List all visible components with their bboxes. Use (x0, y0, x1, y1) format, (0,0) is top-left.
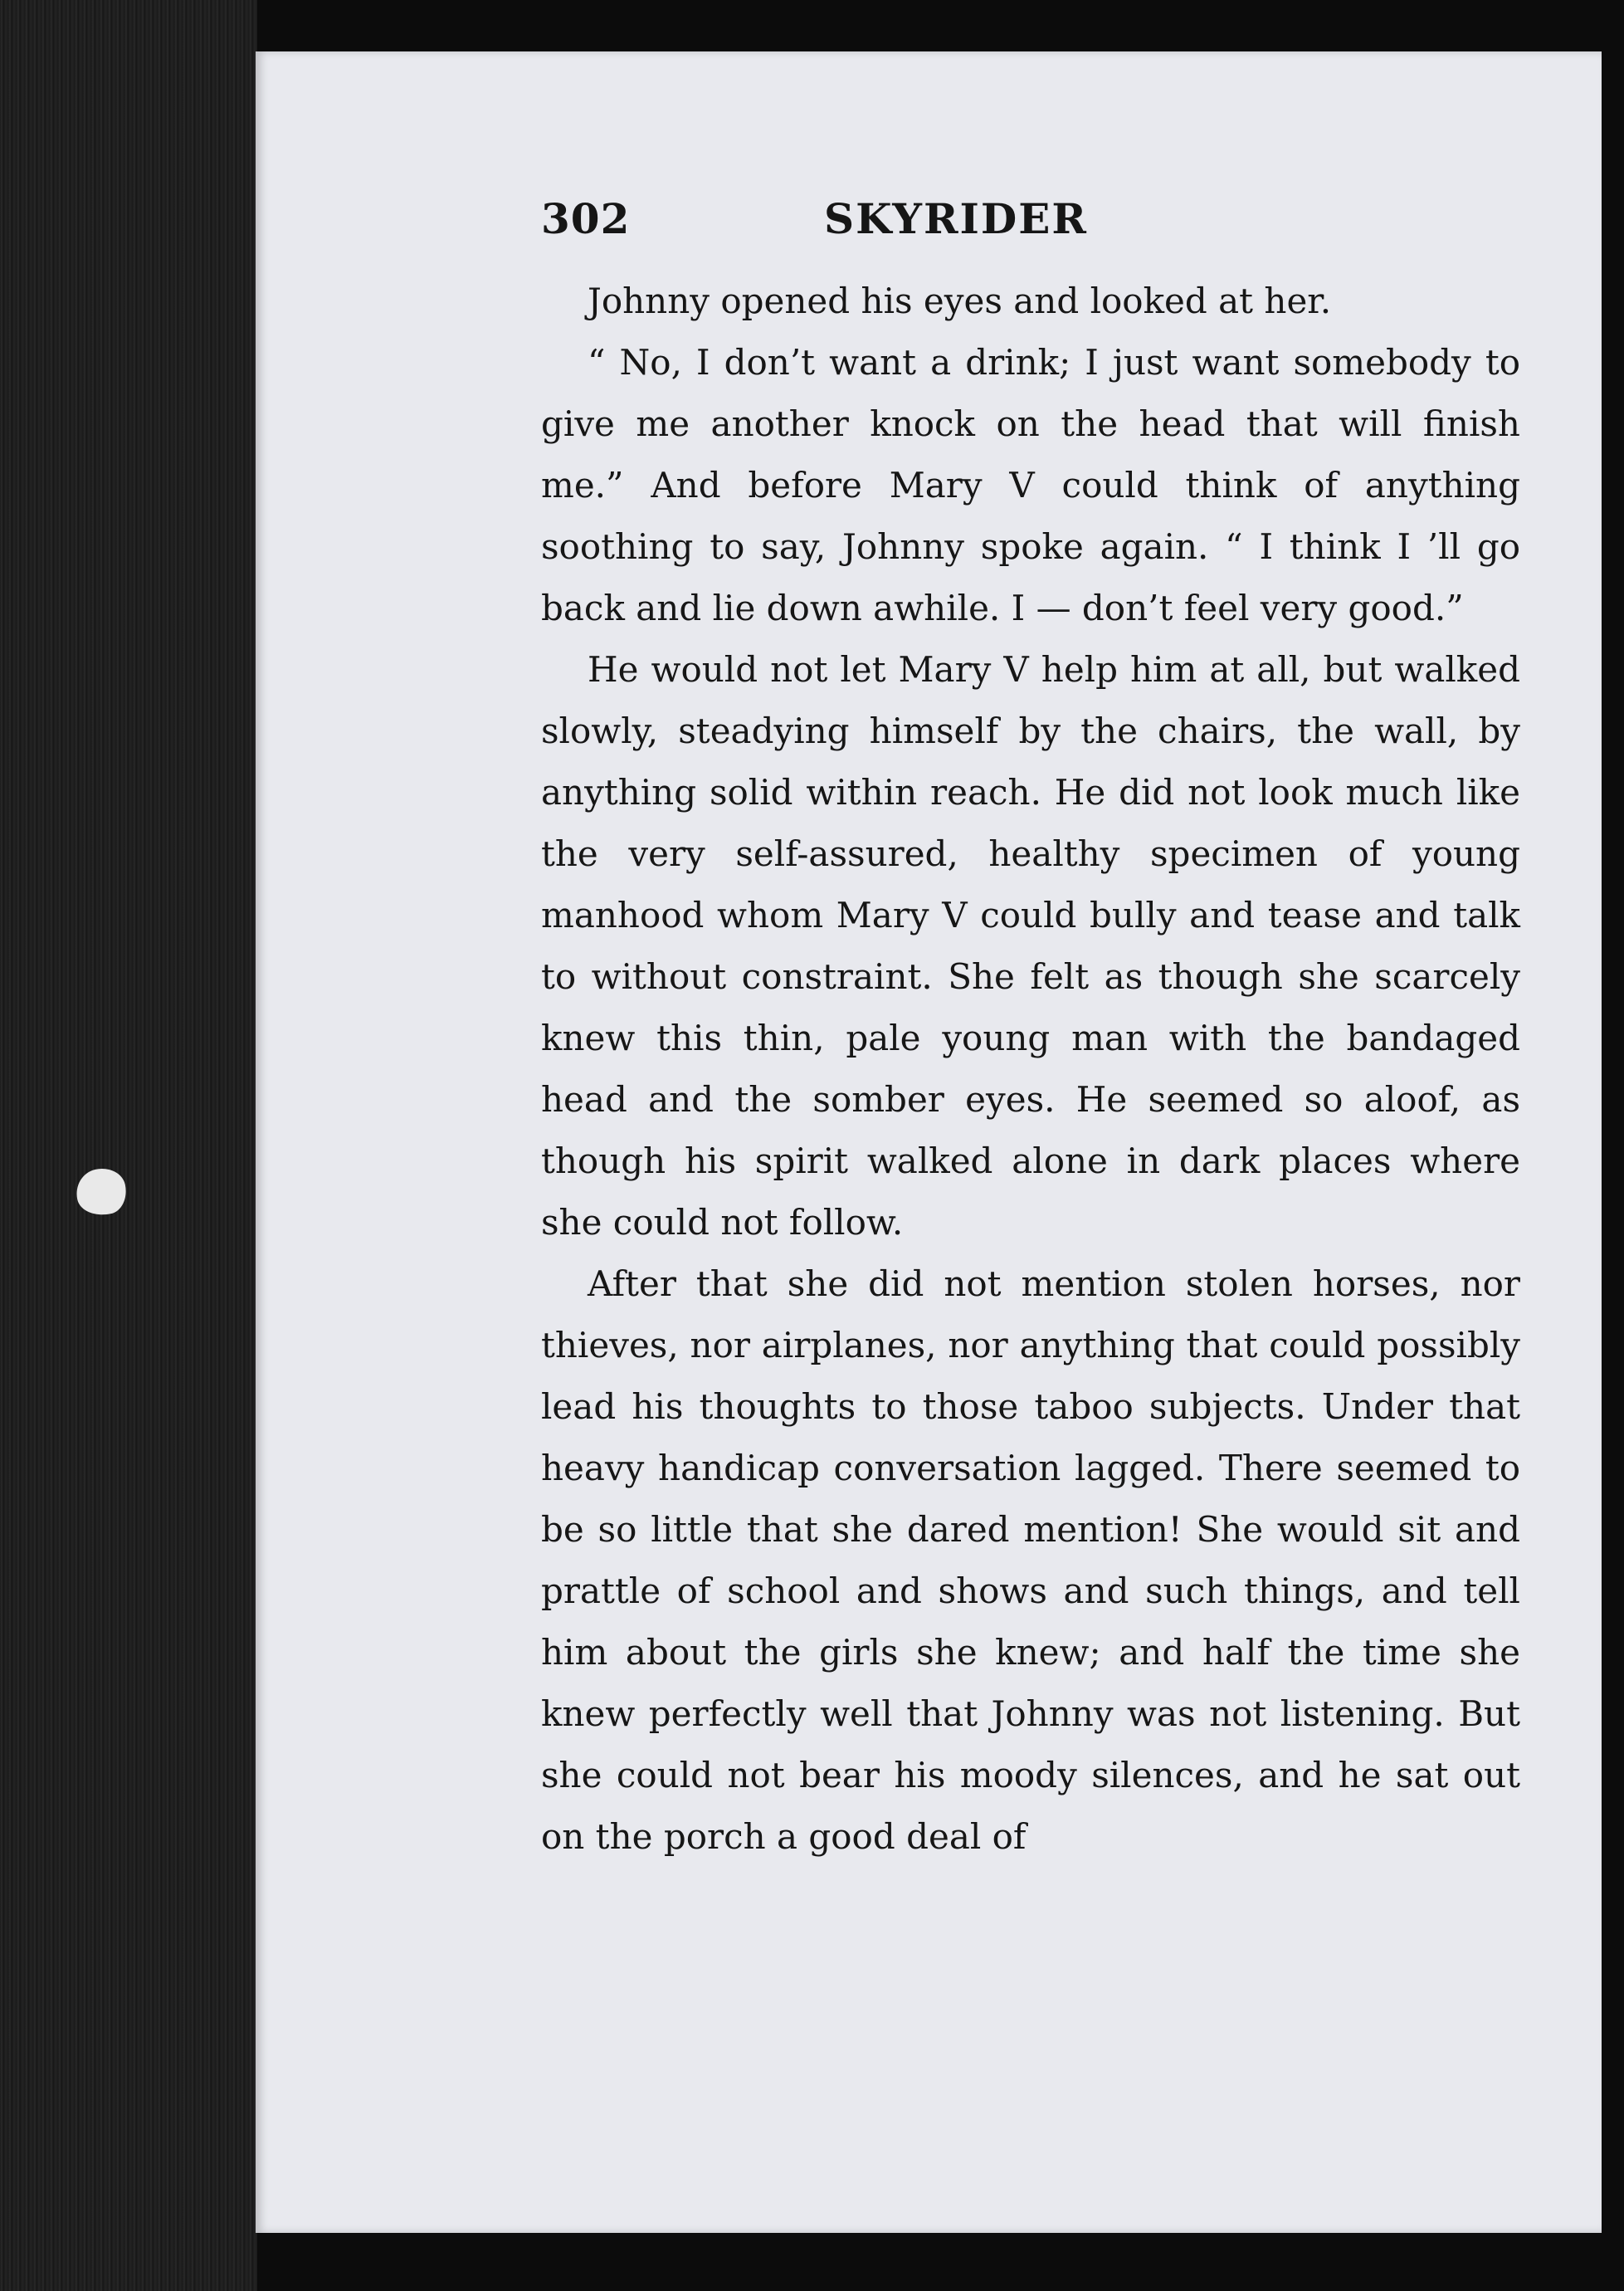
body-text (541, 271, 1520, 1868)
paragraph: “ No, I don’t want a drink; I just want somebody to give me another knock on the head that will finish me.” And before Mary V could think of anything soothing to say, Johnny spoke again. “ I think I ’ll go back and lie down awhile. I — don’t feel very good.” (541, 342, 1520, 628)
running-head (541, 194, 1520, 252)
page-number: 302 (541, 194, 631, 243)
book-title: SKYRIDER (824, 194, 1088, 243)
book-spine (0, 0, 257, 2291)
paragraph: After that she did not mention stolen horses, nor thieves, nor airplanes, nor anything that could possibly lead his thoughts to those taboo subjects. Under that heavy handicap conversation lagged. There seemed to be so little that she dared mention! She would sit and prattle of school and shows and such things, and tell him about the girls she knew; and half the time she knew perfectly well that Johnny was not listening. But she could not bear his moody silences, and he sat out on the porch a good deal of (541, 1263, 1520, 1857)
book-page (256, 51, 1602, 2233)
page-content (541, 194, 1520, 1868)
paragraph: He would not let Mary V help him at all, but walked slowly, steadying himself by the chairs, the wall, by anything solid within reach. He did not look much like the very self-assured, healthy specimen of young manhood whom Mary V could bully and tease and talk to without constraint. She felt as though she scarcely knew this thin, pale young man with the bandaged head and the somber eyes. He seemed so aloof, as though his spirit walked alone in dark places where she could not follow. (541, 649, 1520, 1243)
paragraph: Johnny opened his eyes and looked at her. (588, 281, 1332, 321)
